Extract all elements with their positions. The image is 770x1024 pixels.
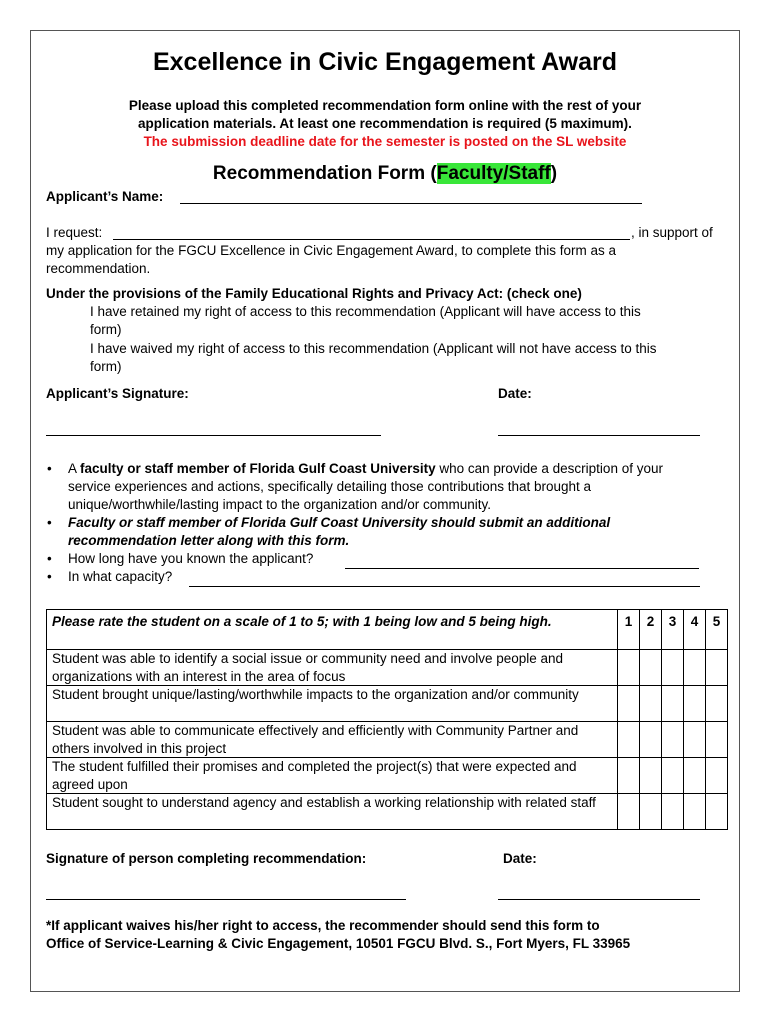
rating-cell[interactable] — [662, 650, 684, 686]
form-title-suffix: ) — [550, 163, 558, 184]
rating-cell[interactable] — [618, 722, 640, 758]
intro-line-2: application materials. At least one recommendation is required (5 maximum). — [138, 116, 632, 131]
ferpa-heading: Under the provisions of the Family Educational Rights and Privacy Act: (check one) — [46, 286, 582, 301]
applicant-date-label: Date: — [498, 386, 532, 401]
footer-line-2: Office of Service-Learning & Civic Engagement, 10501 FGCU Blvd. S., Fort Myers, FL 33965 — [46, 936, 631, 951]
how-long-field[interactable] — [345, 568, 699, 569]
scale-5: 5 — [706, 610, 728, 650]
ferpa-retained-line-2: form) — [90, 322, 122, 337]
request-suffix: , in support of — [631, 225, 713, 240]
additional-letter-note: Faculty or staff member of Florida Gulf Coast University should submit an additional recommendation letter along with this form. — [68, 515, 611, 548]
rating-cell[interactable] — [662, 758, 684, 794]
deadline-notice: The submission deadline date for the semester is posted on the SL website — [143, 134, 627, 149]
intro-text — [60, 97, 710, 151]
page-title: Excellence in Civic Engagement Award — [152, 48, 618, 76]
footer-line-1: *If applicant waives his/her right to access, the recommender should send this form to — [46, 918, 600, 933]
list-item: • A faculty or staff member of Florida Gulf Coast University who can provide a description of your service experiences and actions, specifically detailing those contributions that brought a unique/worthwhile/lasting impact to the organization and/or community. — [44, 460, 709, 514]
recommender-date-label: Date: — [503, 851, 537, 866]
applicant-signature-field[interactable] — [46, 435, 381, 436]
recommender-signature-field[interactable] — [46, 899, 406, 900]
capacity-field[interactable] — [189, 586, 700, 587]
rating-cell[interactable] — [706, 722, 728, 758]
form-title — [30, 163, 740, 185]
rating-cell[interactable] — [618, 794, 640, 830]
rating-cell[interactable] — [640, 650, 662, 686]
scale-4: 4 — [684, 610, 706, 650]
how-long-question: How long have you known the applicant? — [68, 551, 314, 566]
rating-cell[interactable] — [662, 722, 684, 758]
rating-cell[interactable] — [684, 686, 706, 722]
applicant-name-field[interactable] — [180, 203, 642, 204]
ferpa-option-retained[interactable] — [90, 303, 730, 339]
request-prefix: I request: — [46, 225, 103, 240]
rating-cell[interactable] — [640, 686, 662, 722]
footer-note — [46, 917, 736, 953]
criterion-3: Student was able to communicate effectively and efficiently with Community Partner and others involved in this project — [47, 722, 618, 758]
table-row — [47, 650, 728, 686]
scale-3: 3 — [662, 610, 684, 650]
recommender-name-field[interactable] — [113, 239, 630, 240]
rating-cell[interactable] — [640, 722, 662, 758]
criterion-4: The student fulfilled their promises and completed the project(s) that were expected and agreed upon — [47, 758, 618, 794]
form-title-prefix: Recommendation Form ( — [212, 163, 437, 184]
rating-cell[interactable] — [618, 686, 640, 722]
table-row — [47, 794, 728, 830]
rating-cell[interactable] — [662, 794, 684, 830]
applicant-signature-label: Applicant’s Signature: — [46, 386, 189, 401]
rating-cell[interactable] — [684, 650, 706, 686]
request-line-3: recommendation. — [46, 261, 151, 276]
list-item — [44, 514, 709, 550]
rating-cell[interactable] — [706, 794, 728, 830]
list-item — [44, 550, 709, 568]
rating-cell[interactable] — [684, 794, 706, 830]
rating-cell[interactable] — [706, 650, 728, 686]
applicant-date-field[interactable] — [498, 435, 700, 436]
scale-2: 2 — [640, 610, 662, 650]
criterion-5: Student sought to understand agency and establish a working relationship with related staff — [47, 794, 618, 830]
table-header-row — [47, 610, 728, 650]
ferpa-waived-line-1: I have waived my right of access to this recommendation (Applicant will not have access to this — [90, 341, 657, 356]
table-row — [47, 686, 728, 722]
rating-cell[interactable] — [684, 758, 706, 794]
list-item — [44, 568, 709, 586]
intro-line-1: Please upload this completed recommendation form online with the rest of your — [128, 98, 642, 113]
rating-cell[interactable] — [640, 794, 662, 830]
form-title-highlight: Faculty/Staff — [436, 163, 551, 184]
request-block — [46, 224, 736, 278]
applicant-name-label: Applicant’s Name: — [46, 189, 164, 204]
rating-cell[interactable] — [684, 722, 706, 758]
rating-instructions: Please rate the student on a scale of 1 to 5; with 1 being low and 5 being high. — [47, 610, 618, 650]
scale-1: 1 — [618, 610, 640, 650]
faculty-emphasis: faculty or staff member of Florida Gulf Coast University — [80, 461, 436, 476]
table-row — [47, 722, 728, 758]
ferpa-option-waived[interactable] — [90, 340, 730, 376]
capacity-question: In what capacity? — [68, 569, 173, 584]
ferpa-waived-line-2: form) — [90, 359, 122, 374]
table-row — [47, 758, 728, 794]
recommender-date-field[interactable] — [498, 899, 700, 900]
rating-cell[interactable] — [662, 686, 684, 722]
rating-cell[interactable] — [640, 758, 662, 794]
criterion-2: Student brought unique/lasting/worthwhile impacts to the organization and/or community — [47, 686, 618, 722]
rating-cell[interactable] — [618, 650, 640, 686]
rating-cell[interactable] — [706, 686, 728, 722]
rating-cell[interactable] — [618, 758, 640, 794]
rating-cell[interactable] — [706, 758, 728, 794]
request-line-2: my application for the FGCU Excellence in Civic Engagement Award, to complete this form as a — [46, 243, 617, 258]
recommender-signature-label: Signature of person completing recommendation: — [46, 851, 367, 866]
criterion-1: Student was able to identify a social issue or community need and involve people and organizations with an interest in the area of focus — [47, 650, 618, 686]
ferpa-retained-line-1: I have retained my right of access to this recommendation (Applicant will have access to this — [90, 304, 641, 319]
rating-table — [46, 609, 728, 830]
